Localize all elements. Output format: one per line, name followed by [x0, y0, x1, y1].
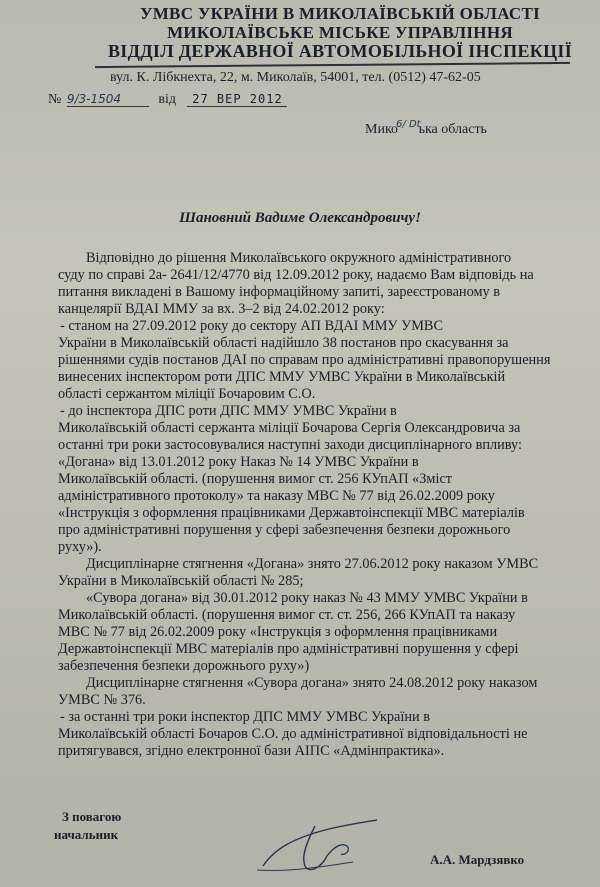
body-line: останні три роки застосовувалися наступні заходи дисциплінарного впливу:	[58, 437, 522, 453]
body-line: УМВС № 376.	[58, 692, 146, 708]
body-line: області сержантом міліції Бочаровим С.О.	[58, 386, 316, 402]
body-line: Державтоінспекції МВС матеріалів про адміністративні порушення у сфері	[58, 641, 519, 657]
body-line: Миколаївській області. (порушення вимог ст. ст. 256, 266 КУпАП та наказу	[58, 607, 516, 623]
letterhead-divider	[95, 62, 570, 68]
body-line: «Догана» від 13.01.2012 року Наказ № 14 УМВС України в	[58, 454, 419, 470]
recipient-text-end: ька область	[418, 122, 487, 137]
body-line: - до інспектора ДПС роти ДПС ММУ УМВС України в	[60, 403, 397, 419]
body-line: Миколаївській області. (порушення вимог ст. 256 КУпАП «Зміст	[58, 471, 453, 487]
recipient-text-start: Мико	[365, 122, 399, 137]
recipient-address	[365, 119, 487, 138]
letterhead-line-1: УМВС УКРАЇНИ В МИКОЛАЇВСЬКІЙ ОБЛАСТІ	[139, 4, 541, 23]
body-line: суду по справі 2а- 2641/12/4770 від 12.09.2012 року, надаємо Вам відповідь на	[58, 267, 534, 283]
body-line: рішеннями судів постанов ДАІ по справам про адміністративні правопорушення	[58, 352, 551, 368]
letter-body	[58, 250, 588, 760]
body-line: Миколаївській області Бочаров С.О. до адміністративної відповідальності не	[58, 726, 528, 742]
body-line: питання викладені в Вашому інформаційному запиті, зареєстрованому в	[58, 284, 500, 300]
body-line: МВС № 77 від 26.02.2009 року «Інструкція з оформлення працівниками	[58, 624, 498, 640]
registration-line	[48, 92, 287, 108]
signatory-name: А.А. Мардзявко	[430, 852, 525, 867]
body-line: «Інструкція з оформлення працівниками Державтоінспекції МВС матеріалів	[58, 505, 525, 521]
body-line: - за останні три роки інспектор ДПС ММУ УМВС України в	[60, 709, 430, 725]
registration-no-label: №	[48, 92, 62, 107]
registration-number: 9/3-1504	[67, 92, 149, 107]
body-line: забезпечення безпеки дорожнього руху»)	[58, 658, 310, 674]
closing-block	[54, 808, 122, 844]
body-line: про адміністративні порушення у сфері забезпечення безпеки дорожнього	[58, 522, 511, 538]
body-line: Відповідно до рішення Миколаївського окружного адміністративного	[86, 250, 512, 266]
body-line: Миколаївській області сержанта міліції Бочарова Сергія Олександровича за	[58, 420, 521, 436]
registration-from-label: від	[158, 92, 176, 107]
body-line: канцелярії ВДАІ ММУ за вх. 3–2 від 24.02.2012 року:	[58, 301, 385, 317]
body-line: адміністративного протоколу» та наказу МВС № 77 від 26.02.2009 року	[58, 488, 495, 504]
letterhead-line-3: ВІДДІЛ ДЕРЖАВНОЇ АВТОМОБІЛЬНОЇ ІНСПЕКЦІЇ	[107, 41, 573, 61]
handwritten-signature	[255, 808, 385, 878]
body-line: винесених інспектором роти ДПС ММУ УМВС України в Миколаївській	[58, 369, 506, 385]
body-line: Дисциплінарне стягнення «Сувора догана» знято 24.08.2012 року наказом	[86, 675, 538, 691]
letterhead-address: вул. К. Лібкнехта, 22, м. Миколаїв, 54001, тел. (0512) 47-62-05	[110, 70, 481, 85]
letterhead-line-2: МИКОЛАЇВСЬКЕ МІСЬКЕ УПРАВЛІННЯ	[167, 23, 513, 42]
closing-regards: З повагою	[62, 809, 122, 824]
greeting: Шановний Вадиме Олександровичу!	[179, 210, 421, 226]
body-line: «Сувора догана» від 30.01.2012 року наказ № 43 ММУ УМВС України в	[86, 590, 528, 606]
body-line: - станом на 27.09.2012 року до сектору АП ВДАІ ММУ УМВС	[60, 318, 444, 334]
body-line: руху»).	[58, 539, 102, 555]
letterhead	[100, 4, 580, 61]
body-line: України в Миколаївській області надійшло 38 постанов про скасування за	[58, 335, 509, 351]
date-stamp: 27 ВЕР 2012	[187, 92, 287, 107]
recipient-handwritten-mark: 6/ Dt	[396, 119, 421, 130]
closing-title: начальник	[54, 827, 119, 842]
body-line: Дисциплінарне стягнення «Догана» знято 27.06.2012 року наказом УМВС	[86, 556, 539, 572]
body-line: України в Миколаївській області № 285;	[58, 573, 304, 589]
body-line: притягувався, згідно електронної бази АІПС «Адмінпрактика».	[58, 743, 445, 759]
